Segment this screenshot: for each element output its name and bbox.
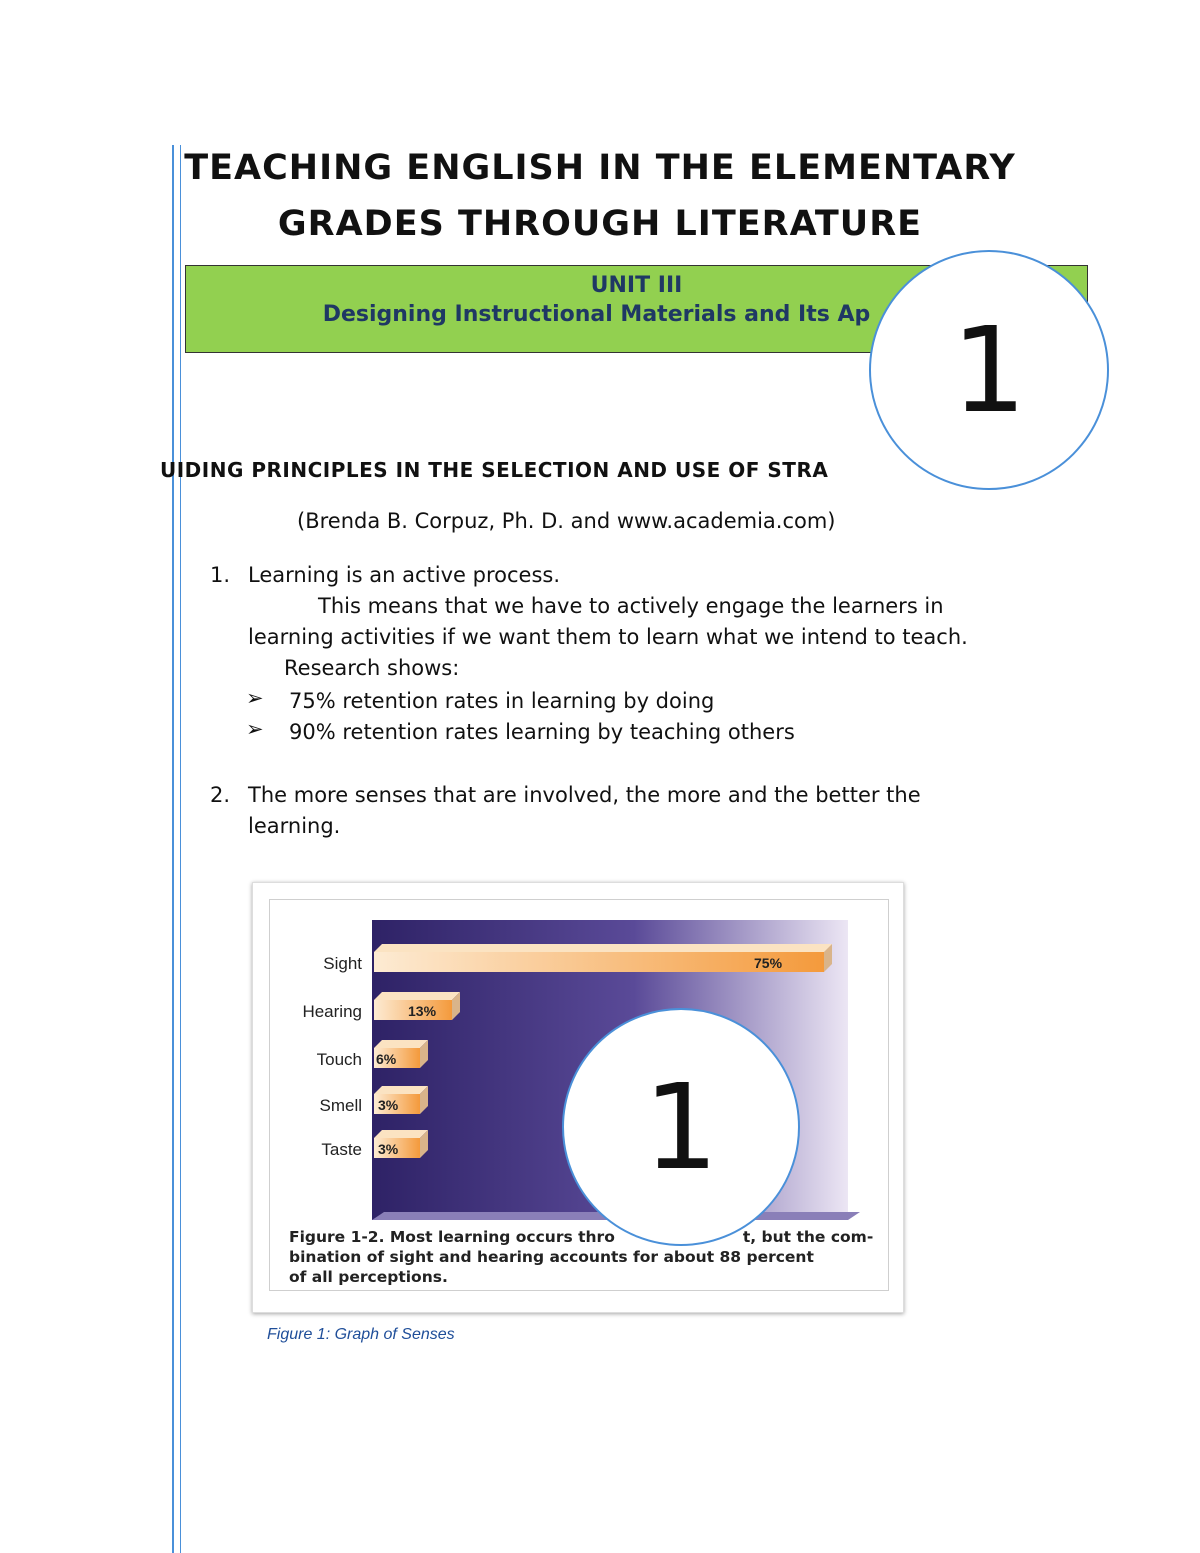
category-label: Taste bbox=[321, 1140, 362, 1159]
bar-hearing bbox=[374, 992, 460, 1020]
page-number-text: 1 bbox=[951, 301, 1027, 439]
bar-top bbox=[374, 1040, 428, 1048]
figure-number-badge bbox=[562, 1008, 800, 1246]
bar-value-label: 13% bbox=[408, 1003, 437, 1019]
bar-value-label: 3% bbox=[378, 1097, 399, 1113]
list-item bbox=[210, 560, 1070, 684]
title-line-2: GRADES THROUGH LITERATURE bbox=[277, 204, 923, 244]
bullet-item: 90% retention rates learning by teaching others bbox=[289, 720, 795, 744]
bar-top bbox=[374, 1130, 428, 1138]
figure-caption-line-1b: t, but the com- bbox=[742, 1228, 874, 1246]
bar-value-label: 6% bbox=[376, 1051, 397, 1067]
bullet-arrow-icon: ➢ bbox=[246, 686, 264, 710]
bar-value-label: 3% bbox=[378, 1141, 399, 1157]
figure-caption-line-1: Figure 1-2. Most learning occurs thro bbox=[289, 1228, 615, 1246]
figure-caption: Figure 1: Graph of Senses bbox=[267, 1326, 455, 1343]
category-label: Touch bbox=[316, 1050, 362, 1069]
figure-caption-line-3: of all perceptions. bbox=[289, 1268, 448, 1286]
bar-top bbox=[374, 944, 832, 952]
page-number-badge bbox=[869, 250, 1109, 490]
category-label: Hearing bbox=[302, 1002, 362, 1021]
item-line-2: learning. bbox=[248, 814, 341, 838]
figure-inner-caption bbox=[289, 1227, 879, 1287]
section-heading: UIDING PRINCIPLES IN THE SELECTION AND USE OF STRA bbox=[160, 458, 829, 482]
bullet-item: 75% retention rates in learning by doing bbox=[289, 689, 715, 713]
item-number: 2. bbox=[210, 783, 231, 807]
bar-taste bbox=[374, 1130, 428, 1158]
bullet-arrow-icon: ➢ bbox=[246, 717, 264, 741]
category-label: Sight bbox=[323, 954, 362, 973]
bar-sight bbox=[374, 944, 832, 972]
margin-line-right bbox=[180, 145, 181, 1553]
title-line-1: TEACHING ENGLISH IN THE ELEMENTARY bbox=[184, 148, 1016, 188]
source-citation: (Brenda B. Corpuz, Ph. D. and www.academia.com) bbox=[297, 509, 836, 533]
category-label: Smell bbox=[319, 1096, 362, 1115]
bar-touch bbox=[374, 1040, 428, 1068]
figure-badge-text: 1 bbox=[643, 1058, 719, 1196]
bar-top bbox=[374, 1086, 428, 1094]
research-label: Research shows: bbox=[284, 656, 460, 680]
document-title bbox=[140, 140, 1060, 252]
bar-top bbox=[374, 992, 460, 1000]
item-explain-2: learning activities if we want them to learn what we intend to teach. bbox=[248, 625, 968, 649]
margin-line-left bbox=[172, 145, 174, 1553]
item-number: 1. bbox=[210, 563, 231, 587]
bar-value-label: 75% bbox=[754, 955, 783, 971]
item-lead: Learning is an active process. bbox=[248, 563, 561, 587]
unit-title: Designing Instructional Materials and Its Ap bbox=[322, 302, 871, 327]
figure-caption-line-2: bination of sight and hearing accounts for about 88 percent bbox=[289, 1248, 814, 1266]
list-item bbox=[210, 780, 1070, 842]
item-line-1: The more senses that are involved, the more and the better the bbox=[248, 783, 921, 807]
bar-smell bbox=[374, 1086, 428, 1114]
unit-label: UNIT III bbox=[590, 273, 683, 298]
item-explain-1: This means that we have to actively engage the learners in bbox=[318, 594, 944, 618]
